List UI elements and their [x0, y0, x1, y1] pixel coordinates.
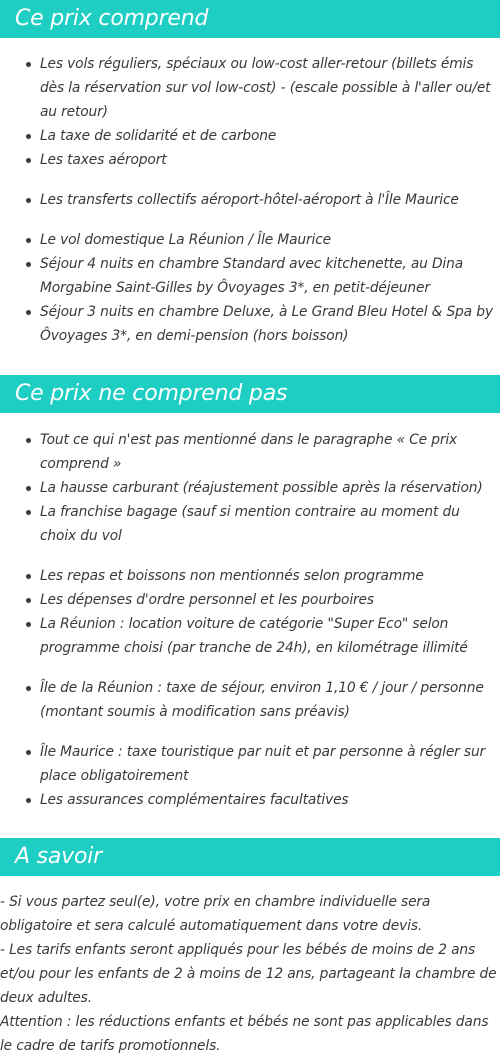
list-item: Les repas et boissons non mentionnés selon programme — [0, 564, 500, 588]
list-item: Île Maurice : taxe touristique par nuit et par personne à régler sur place obligatoirement — [0, 740, 500, 788]
includes-list — [0, 52, 500, 348]
list-item: Les taxes aéroport — [0, 148, 500, 172]
list-item: Les dépenses d'ordre personnel et les pourboires — [0, 588, 500, 612]
info-paragraph: Attention : les réductions enfants et bébés ne sont pas applicables dans le cadre de tarifs promotionnels. — [0, 1014, 489, 1054]
excludes-list — [0, 428, 500, 812]
list-item: Île de la Réunion : taxe de séjour, environ 1,10 € / jour / personne (montant soumis à modification sans préavis) — [0, 676, 500, 724]
list-item: Le vol domestique La Réunion / Île Maurice — [0, 228, 500, 252]
list-item: La franchise bagage (sauf si mention contraire au moment du choix du vol — [0, 500, 500, 548]
list-item: La taxe de solidarité et de carbone — [0, 124, 500, 148]
list-item: Les vols réguliers, spéciaux ou low-cost aller-retour (billets émis dès la réservation sur vol low-cost) - (escale possible à l'aller ou/et au retour) — [0, 52, 500, 124]
list-item: Séjour 4 nuits en chambre Standard avec kitchenette, au Dina Morgabine Saint-Gilles by Ôvoyages 3*, en petit-déjeuner — [0, 252, 500, 300]
section-title-includes: Ce prix comprend — [0, 0, 500, 38]
info-paragraph: - Les tarifs enfants seront appliqués pour les bébés de moins de 2 ans et/ou pour les enfants de 2 à moins de 12 ans, partageant la chambre de deux adultes. — [0, 942, 497, 1006]
list-item: La Réunion : location voiture de catégorie "Super Eco" selon programme choisi (par tranche de 24h), en kilométrage illimité — [0, 612, 500, 660]
list-item: La hausse carburant (réajustement possible après la réservation) — [0, 476, 500, 500]
section-title-info: A savoir — [0, 838, 500, 876]
info-paragraph: - Si vous partez seul(e), votre prix en chambre individuelle sera obligatoire et sera calculé automatiquement dans votre devis. — [0, 894, 431, 934]
list-item: Tout ce qui n'est pas mentionné dans le paragraphe « Ce prix comprend » — [0, 428, 500, 476]
list-item: Les transferts collectifs aéroport-hôtel-aéroport à l'Île Maurice — [0, 188, 500, 212]
info-text — [0, 890, 500, 1058]
list-item: Les assurances complémentaires facultatives — [0, 788, 500, 812]
list-item: Séjour 3 nuits en chambre Deluxe, à Le Grand Bleu Hotel & Spa by Ôvoyages 3*, en demi-pension (hors boisson) — [0, 300, 500, 348]
section-title-excludes: Ce prix ne comprend pas — [0, 375, 500, 413]
